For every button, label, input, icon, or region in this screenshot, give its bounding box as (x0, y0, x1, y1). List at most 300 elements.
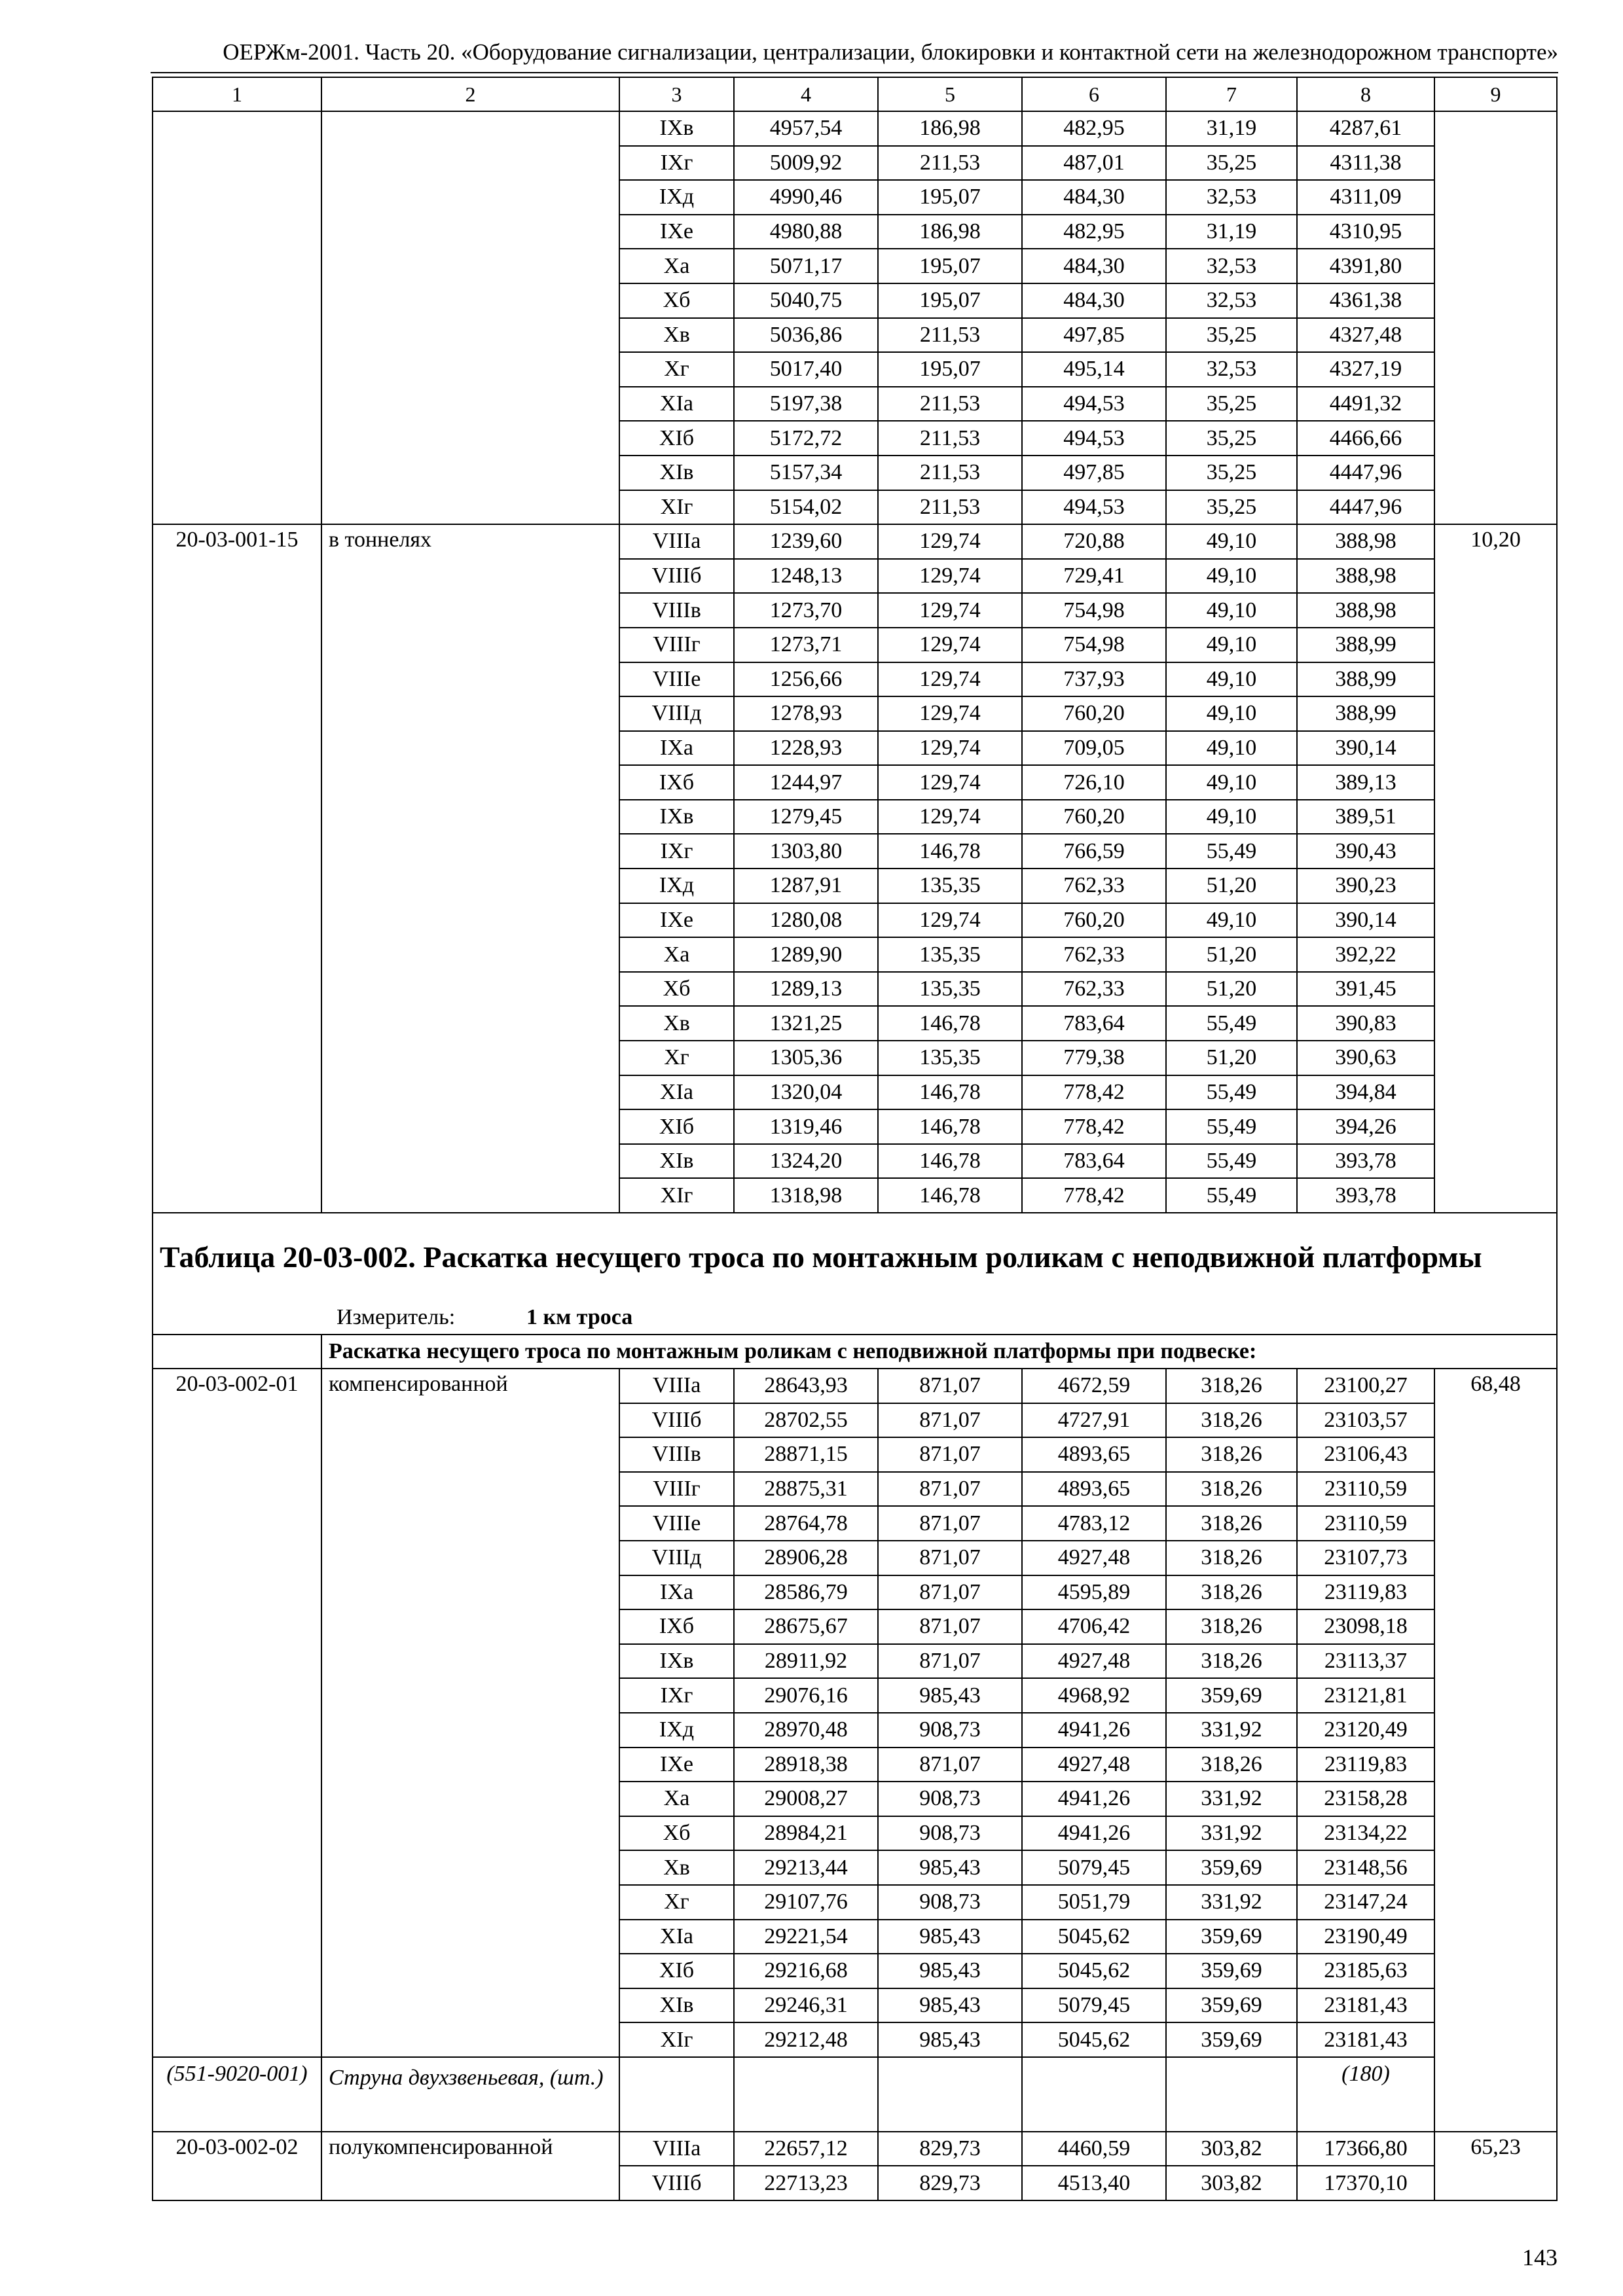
table-cell: 195,07 (878, 180, 1022, 215)
table-cell: 4927,48 (1022, 1541, 1166, 1575)
table-cell: 484,30 (1022, 180, 1166, 215)
column-number: 1 (153, 77, 321, 111)
table-cell: 871,07 (878, 1609, 1022, 1644)
table-cell: 484,30 (1022, 283, 1166, 318)
table-cell: 391,45 (1297, 972, 1434, 1007)
table-cell: 303,82 (1166, 2132, 1297, 2166)
table-cell: 129,74 (878, 731, 1022, 766)
table-cell: 146,78 (878, 1178, 1022, 1213)
table-cell: 1319,46 (734, 1109, 878, 1144)
table-cell: VIIIб (619, 1403, 734, 1438)
table-cell: 23100,27 (1297, 1369, 1434, 1403)
table-cell: XIв (619, 456, 734, 490)
table-cell: 829,73 (878, 2166, 1022, 2200)
table-cell: 497,85 (1022, 456, 1166, 490)
table-cell: 318,26 (1166, 1541, 1297, 1575)
column-number: 9 (1434, 77, 1557, 111)
table-cell: VIIIб (619, 2166, 734, 2200)
meter-cell (153, 1301, 1557, 1335)
table-cell: 28875,31 (734, 1472, 878, 1507)
table-cell: 129,74 (878, 662, 1022, 697)
table-cell: 23113,37 (1297, 1644, 1434, 1679)
table-cell: 23134,22 (1297, 1816, 1434, 1851)
table-cell: 17366,80 (1297, 2132, 1434, 2166)
table-cell: 389,13 (1297, 765, 1434, 800)
table-cell: 871,07 (878, 1541, 1022, 1575)
table-cell: IXб (619, 765, 734, 800)
table-cell: 5172,72 (734, 421, 878, 456)
table-cell: 720,88 (1022, 524, 1166, 559)
table-cell: 129,74 (878, 800, 1022, 834)
table-cell: 29008,27 (734, 1782, 878, 1816)
table-cell: 195,07 (878, 283, 1022, 318)
table-cell: 762,33 (1022, 972, 1166, 1007)
table-cell: VIIIд (619, 696, 734, 731)
table-cell: 4783,12 (1022, 1506, 1166, 1541)
table-cell: 5154,02 (734, 490, 878, 525)
table-cell: 211,53 (878, 456, 1022, 490)
column-number: 6 (1022, 77, 1166, 111)
table-cell: VIIIв (619, 1437, 734, 1472)
table-cell: 1280,08 (734, 903, 878, 938)
table-cell: 390,63 (1297, 1041, 1434, 1075)
table-cell: 388,98 (1297, 524, 1434, 559)
table-cell: IXг (619, 1678, 734, 1713)
table-cell: Xв (619, 318, 734, 353)
column-number: 7 (1166, 77, 1297, 111)
table-cell: 55,49 (1166, 1109, 1297, 1144)
table-cell: 1273,70 (734, 593, 878, 628)
table-cell: 135,35 (878, 937, 1022, 972)
table-cell: Xа (619, 937, 734, 972)
table-cell: VIIIе (619, 1506, 734, 1541)
table-cell: 783,64 (1022, 1144, 1166, 1179)
table-cell: 1303,80 (734, 834, 878, 869)
table-cell: 829,73 (878, 2132, 1022, 2166)
table-cell: VIIIг (619, 1472, 734, 1507)
table-cell: 871,07 (878, 1575, 1022, 1610)
table-cell: 211,53 (878, 490, 1022, 525)
table-cell: 390,14 (1297, 731, 1434, 766)
table-cell: 186,98 (878, 215, 1022, 249)
table-cell: 389,51 (1297, 800, 1434, 834)
table-cell: 871,07 (878, 1506, 1022, 1541)
table-cell: 484,30 (1022, 249, 1166, 283)
table-cell: 146,78 (878, 1075, 1022, 1110)
table-cell: VIIIа (619, 2132, 734, 2166)
table-cell: 392,22 (1297, 937, 1434, 972)
table-cell: 28970,48 (734, 1713, 878, 1748)
table-cell: XIг (619, 2022, 734, 2057)
table-cell: 4727,91 (1022, 1403, 1166, 1438)
table-cell: 129,74 (878, 628, 1022, 662)
table-row (153, 1369, 1557, 1403)
table-cell: 23110,59 (1297, 1506, 1434, 1541)
table-cell: 29213,44 (734, 1850, 878, 1885)
table-cell: 5045,62 (1022, 2022, 1166, 2057)
rates-table (152, 77, 1558, 2201)
item-code: 20-03-002-02 (153, 2132, 321, 2200)
table-cell: 35,25 (1166, 490, 1297, 525)
table-cell: 737,93 (1022, 662, 1166, 697)
table-cell: IXа (619, 1575, 734, 1610)
table-cell: 28675,67 (734, 1609, 878, 1644)
table-cell: 388,99 (1297, 628, 1434, 662)
table-cell: 23107,73 (1297, 1541, 1434, 1575)
table-cell: 23190,49 (1297, 1920, 1434, 1954)
table-cell: 5079,45 (1022, 1850, 1166, 1885)
table-cell: 729,41 (1022, 559, 1166, 594)
table-cell: 32,53 (1166, 352, 1297, 387)
table-cell: 4957,54 (734, 111, 878, 146)
table-cell: 29076,16 (734, 1678, 878, 1713)
table-cell: 23119,83 (1297, 1748, 1434, 1782)
table-cell: 29107,76 (734, 1885, 878, 1920)
table-cell: 5017,40 (734, 352, 878, 387)
table-cell: VIIIд (619, 1541, 734, 1575)
column-number: 3 (619, 77, 734, 111)
table-cell: 129,74 (878, 524, 1022, 559)
table-cell: 1273,71 (734, 628, 878, 662)
table-cell: 49,10 (1166, 559, 1297, 594)
table-cell: 5009,92 (734, 146, 878, 181)
table-cell: XIб (619, 1954, 734, 1988)
table-cell: IXа (619, 731, 734, 766)
table-cell: 331,92 (1166, 1713, 1297, 1748)
table-cell: 4941,26 (1022, 1782, 1166, 1816)
table-cell: 318,26 (1166, 1437, 1297, 1472)
table-cell: 985,43 (878, 1850, 1022, 1885)
table-cell: 4327,48 (1297, 318, 1434, 353)
table-cell: 29212,48 (734, 2022, 878, 2057)
table-cell: 51,20 (1166, 1041, 1297, 1075)
table-cell: 23110,59 (1297, 1472, 1434, 1507)
table-cell: 4361,38 (1297, 283, 1434, 318)
table-cell: 779,38 (1022, 1041, 1166, 1075)
table-cell: 211,53 (878, 421, 1022, 456)
table-cell: 211,53 (878, 387, 1022, 422)
table-cell: VIIIа (619, 1369, 734, 1403)
table-cell: VIIIв (619, 593, 734, 628)
table-cell: 5036,86 (734, 318, 878, 353)
table-cell: 23181,43 (1297, 2022, 1434, 2057)
table-cell: 29246,31 (734, 1988, 878, 2023)
table-cell: 1320,04 (734, 1075, 878, 1110)
table-cell: 49,10 (1166, 593, 1297, 628)
item-col9: 65,23 (1434, 2132, 1557, 2200)
table-cell: 871,07 (878, 1369, 1022, 1403)
table-cell: 331,92 (1166, 1816, 1297, 1851)
table-cell: 1279,45 (734, 800, 878, 834)
table-cell: IXе (619, 903, 734, 938)
table-cell: 482,95 (1022, 215, 1166, 249)
item-name (321, 111, 619, 524)
table-cell: VIIIе (619, 662, 734, 697)
item-name: полукомпенсированной (321, 2132, 619, 2200)
table-cell: 4968,92 (1022, 1678, 1166, 1713)
table-cell: VIIIб (619, 559, 734, 594)
table-cell: 135,35 (878, 1041, 1022, 1075)
table-cell: 871,07 (878, 1644, 1022, 1679)
table-cell: 49,10 (1166, 765, 1297, 800)
table-cell: 4893,65 (1022, 1472, 1166, 1507)
table-cell: XIб (619, 421, 734, 456)
table-cell: 28643,93 (734, 1369, 878, 1403)
table-cell: 23121,81 (1297, 1678, 1434, 1713)
table-title: Таблица 20-03-002. Раскатка несущего троса по монтажным роликам с неподвижной платформы (153, 1213, 1557, 1301)
table-row (153, 2132, 1557, 2166)
table-cell: 318,26 (1166, 1748, 1297, 1782)
table-cell: Xг (619, 352, 734, 387)
table-cell: 318,26 (1166, 1472, 1297, 1507)
table-cell: 31,19 (1166, 111, 1297, 146)
table-cell: 359,69 (1166, 1920, 1297, 1954)
table-cell: 726,10 (1022, 765, 1166, 800)
table-cell: 5045,62 (1022, 1954, 1166, 1988)
table-cell: 318,26 (1166, 1369, 1297, 1403)
table-cell: 49,10 (1166, 731, 1297, 766)
table-title-row (153, 1213, 1557, 1301)
table-cell: 1239,60 (734, 524, 878, 559)
table-cell: 318,26 (1166, 1506, 1297, 1541)
table-cell: 4311,38 (1297, 146, 1434, 181)
table-cell: Xв (619, 1850, 734, 1885)
table-cell: 35,25 (1166, 318, 1297, 353)
table-cell: 1278,93 (734, 696, 878, 731)
table-cell: 985,43 (878, 1988, 1022, 2023)
table-cell: 32,53 (1166, 180, 1297, 215)
table-cell: 494,53 (1022, 387, 1166, 422)
table-cell: 22657,12 (734, 2132, 878, 2166)
table-cell: 55,49 (1166, 1178, 1297, 1213)
table-cell: 23120,49 (1297, 1713, 1434, 1748)
table-cell: 211,53 (878, 146, 1022, 181)
table-cell: 390,43 (1297, 834, 1434, 869)
table-cell: Xа (619, 1782, 734, 1816)
table-cell: 1289,13 (734, 972, 878, 1007)
table-cell: 394,26 (1297, 1109, 1434, 1144)
table-cell: 5157,34 (734, 456, 878, 490)
table-cell: 393,78 (1297, 1178, 1434, 1213)
item-col9: 68,48 (1434, 1369, 1557, 2132)
table-cell: 4447,96 (1297, 456, 1434, 490)
table-cell: 5045,62 (1022, 1920, 1166, 1954)
item-name: компенсированной (321, 1369, 619, 2057)
table-cell: 28586,79 (734, 1575, 878, 1610)
column-number: 2 (321, 77, 619, 111)
table-cell: 4391,80 (1297, 249, 1434, 283)
table-cell: 23185,63 (1297, 1954, 1434, 1988)
table-cell: 494,53 (1022, 421, 1166, 456)
table-cell: 390,83 (1297, 1006, 1434, 1041)
table-cell: 394,84 (1297, 1075, 1434, 1110)
resource-row (153, 2057, 1557, 2132)
meter-label: Измеритель: (337, 1305, 456, 1329)
table-cell: 23148,56 (1297, 1850, 1434, 1885)
table-cell: 754,98 (1022, 628, 1166, 662)
table-cell: 23098,18 (1297, 1609, 1434, 1644)
table-cell: 49,10 (1166, 662, 1297, 697)
table-cell: 4287,61 (1297, 111, 1434, 146)
table-cell: 28918,38 (734, 1748, 878, 1782)
table-cell: 1287,91 (734, 869, 878, 903)
table-cell: 908,73 (878, 1782, 1022, 1816)
table-cell: 388,99 (1297, 696, 1434, 731)
table-cell: 1248,13 (734, 559, 878, 594)
table-cell: 135,35 (878, 972, 1022, 1007)
table-cell: 494,53 (1022, 490, 1166, 525)
table-cell: 23158,28 (1297, 1782, 1434, 1816)
table-cell: 908,73 (878, 1713, 1022, 1748)
table-cell: 4447,96 (1297, 490, 1434, 525)
table-cell: 487,01 (1022, 146, 1166, 181)
table-cell: 129,74 (878, 593, 1022, 628)
table-cell: 55,49 (1166, 1075, 1297, 1110)
table-cell: 318,26 (1166, 1403, 1297, 1438)
table-cell: XIг (619, 490, 734, 525)
meter-value: 1 км троса (526, 1305, 633, 1329)
table-cell: 5071,17 (734, 249, 878, 283)
table-cell: Xг (619, 1885, 734, 1920)
table-cell: 359,69 (1166, 2022, 1297, 2057)
table-cell: 331,92 (1166, 1885, 1297, 1920)
table-cell: 135,35 (878, 869, 1022, 903)
table-cell: 5079,45 (1022, 1988, 1166, 2023)
table-cell: 495,14 (1022, 352, 1166, 387)
table-cell: 766,59 (1022, 834, 1166, 869)
blank-cell (153, 1335, 321, 1369)
table-cell: 35,25 (1166, 387, 1297, 422)
table-cell: 55,49 (1166, 1006, 1297, 1041)
table-cell: 1244,97 (734, 765, 878, 800)
table-cell: 908,73 (878, 1885, 1022, 1920)
table-cell: 51,20 (1166, 869, 1297, 903)
table-cell: 1228,93 (734, 731, 878, 766)
table-cell: 51,20 (1166, 972, 1297, 1007)
table-cell: 762,33 (1022, 869, 1166, 903)
table-cell: IXб (619, 1609, 734, 1644)
item-col9 (1434, 111, 1557, 524)
table-cell: 29216,68 (734, 1954, 878, 1988)
table-cell: 129,74 (878, 765, 1022, 800)
table-cell: 783,64 (1022, 1006, 1166, 1041)
table-cell: 985,43 (878, 1954, 1022, 1988)
table-cell: 709,05 (1022, 731, 1166, 766)
table-cell: 482,95 (1022, 111, 1166, 146)
table-cell: 1318,98 (734, 1178, 878, 1213)
table-cell: 35,25 (1166, 421, 1297, 456)
table-cell: Xб (619, 972, 734, 1007)
table-cell: 390,23 (1297, 869, 1434, 903)
table-cell: IXе (619, 215, 734, 249)
table-cell: 23147,24 (1297, 1885, 1434, 1920)
table-cell: 871,07 (878, 1403, 1022, 1438)
table-cell: 754,98 (1022, 593, 1166, 628)
table-cell: XIа (619, 1075, 734, 1110)
blank-cell (1022, 2057, 1166, 2132)
table-cell: 390,14 (1297, 903, 1434, 938)
table-cell: 359,69 (1166, 1954, 1297, 1988)
table-cell: 49,10 (1166, 524, 1297, 559)
table-cell: 318,26 (1166, 1575, 1297, 1610)
table-cell: 28906,28 (734, 1541, 878, 1575)
rates-table-body (153, 77, 1557, 2200)
table-cell: 23106,43 (1297, 1437, 1434, 1472)
table-cell: XIа (619, 387, 734, 422)
table-cell: 4941,26 (1022, 1816, 1166, 1851)
table-cell: IXд (619, 869, 734, 903)
running-title: ОЕРЖм-2001. Часть 20. «Оборудование сигнализации, централизации, блокировки и контактной сети на железнодорожном транспорте» (151, 33, 1558, 73)
table-cell: IXе (619, 1748, 734, 1782)
table-cell: 778,42 (1022, 1075, 1166, 1110)
table-cell: 4980,88 (734, 215, 878, 249)
table-cell: 4466,66 (1297, 421, 1434, 456)
table-cell: 331,92 (1166, 1782, 1297, 1816)
table-cell: 1289,90 (734, 937, 878, 972)
table-cell: 49,10 (1166, 800, 1297, 834)
table-cell: 186,98 (878, 111, 1022, 146)
table-cell: Xв (619, 1006, 734, 1041)
table-cell: 31,19 (1166, 215, 1297, 249)
column-number: 5 (878, 77, 1022, 111)
table-cell: 49,10 (1166, 903, 1297, 938)
table-cell: 778,42 (1022, 1178, 1166, 1213)
blank-cell (734, 2057, 878, 2132)
table-cell: 4990,46 (734, 180, 878, 215)
table-cell: 393,78 (1297, 1144, 1434, 1179)
table-cell: 1324,20 (734, 1144, 878, 1179)
page-number: 143 (1522, 2244, 1558, 2270)
table-cell: 28984,21 (734, 1816, 878, 1851)
table-cell: Xа (619, 249, 734, 283)
table-cell: 760,20 (1022, 696, 1166, 731)
table-cell: 388,98 (1297, 593, 1434, 628)
table-cell: 1321,25 (734, 1006, 878, 1041)
table-cell: 5051,79 (1022, 1885, 1166, 1920)
table-cell: VIIIг (619, 628, 734, 662)
table-row (153, 111, 1557, 146)
table-cell: 1305,36 (734, 1041, 878, 1075)
table-cell: 760,20 (1022, 800, 1166, 834)
table-cell: 4672,59 (1022, 1369, 1166, 1403)
subheading-row (153, 1335, 1557, 1369)
item-code: 20-03-002-01 (153, 1369, 321, 2057)
table-cell: XIв (619, 1988, 734, 2023)
table-cell: 1256,66 (734, 662, 878, 697)
table-cell: 195,07 (878, 352, 1022, 387)
resource-code: (551-9020-001) (153, 2057, 321, 2132)
table-cell: 29221,54 (734, 1920, 878, 1954)
table-cell: 28911,92 (734, 1644, 878, 1679)
table-cell: 497,85 (1022, 318, 1166, 353)
table-cell: 49,10 (1166, 628, 1297, 662)
table-cell: 28871,15 (734, 1437, 878, 1472)
table-cell: 760,20 (1022, 903, 1166, 938)
table-cell: 35,25 (1166, 456, 1297, 490)
table-cell: 146,78 (878, 1144, 1022, 1179)
table-cell: 23181,43 (1297, 1988, 1434, 2023)
table-cell: 23103,57 (1297, 1403, 1434, 1438)
table-cell: 303,82 (1166, 2166, 1297, 2200)
table-cell: 23119,83 (1297, 1575, 1434, 1610)
table-cell: 32,53 (1166, 283, 1297, 318)
table-cell: 146,78 (878, 834, 1022, 869)
table-cell: XIб (619, 1109, 734, 1144)
table-cell: 35,25 (1166, 146, 1297, 181)
table-cell: 17370,10 (1297, 2166, 1434, 2200)
table-cell: 5197,38 (734, 387, 878, 422)
table-cell: IXд (619, 1713, 734, 1748)
